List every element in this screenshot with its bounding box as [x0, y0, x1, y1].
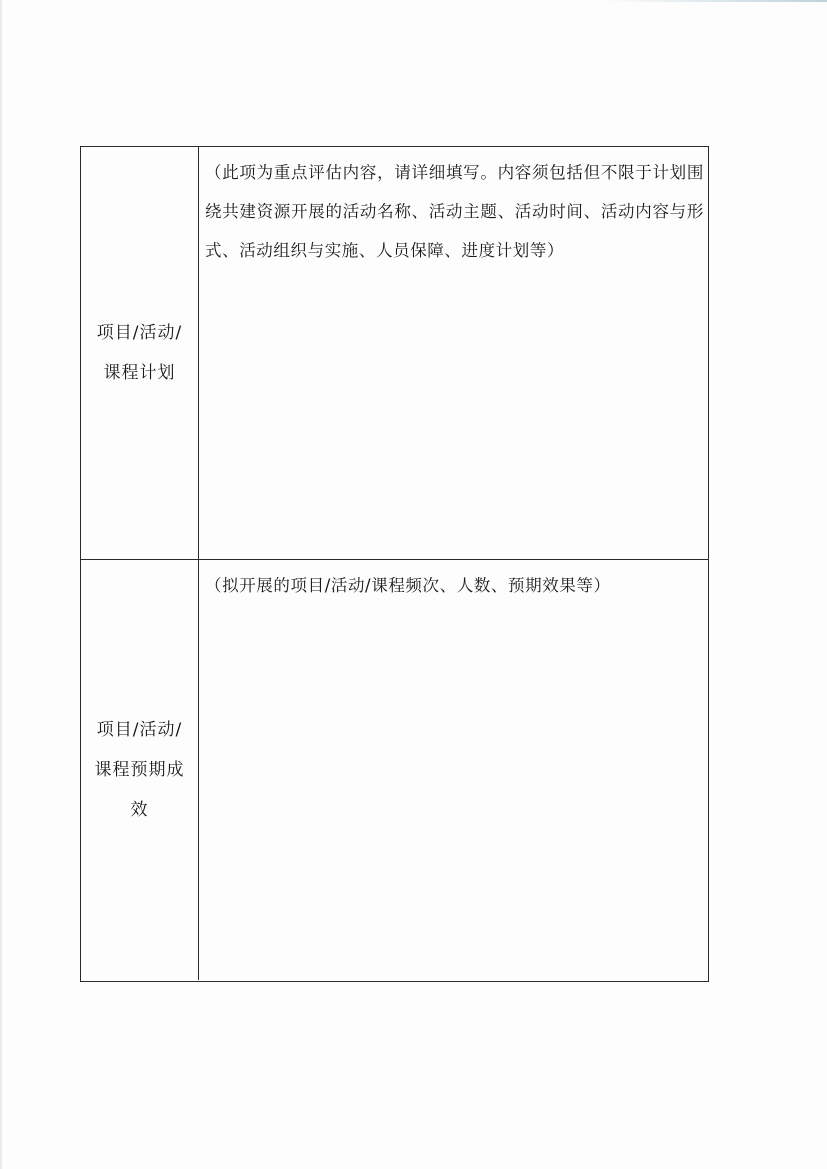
table-row-outcomes	[81, 560, 708, 980]
row-label-plan: 项目/活动/课程计划	[96, 323, 183, 383]
row-label-outcomes: 项目/活动/课程预期成效	[94, 720, 185, 820]
hint-text-plan: （此项为重点评估内容，请详细填写。内容须包括但不限于计划围绕共建资源开展的活动名称、活动主题、活动时间、活动内容与形式、活动组织与实施、人员保障、进度计划等）	[205, 163, 704, 260]
table-row-plan	[81, 147, 708, 560]
scan-edge-top	[600, 0, 827, 2]
hint-text-outcomes: （拟开展的项目/活动/课程频次、人数、预期效果等）	[205, 576, 611, 595]
label-cell-plan	[81, 147, 199, 559]
form-table	[80, 146, 709, 982]
label-cell-outcomes	[81, 560, 199, 980]
scan-edge-left	[0, 0, 2, 1169]
content-cell-outcomes[interactable]	[199, 560, 708, 980]
content-cell-plan[interactable]	[199, 147, 708, 559]
